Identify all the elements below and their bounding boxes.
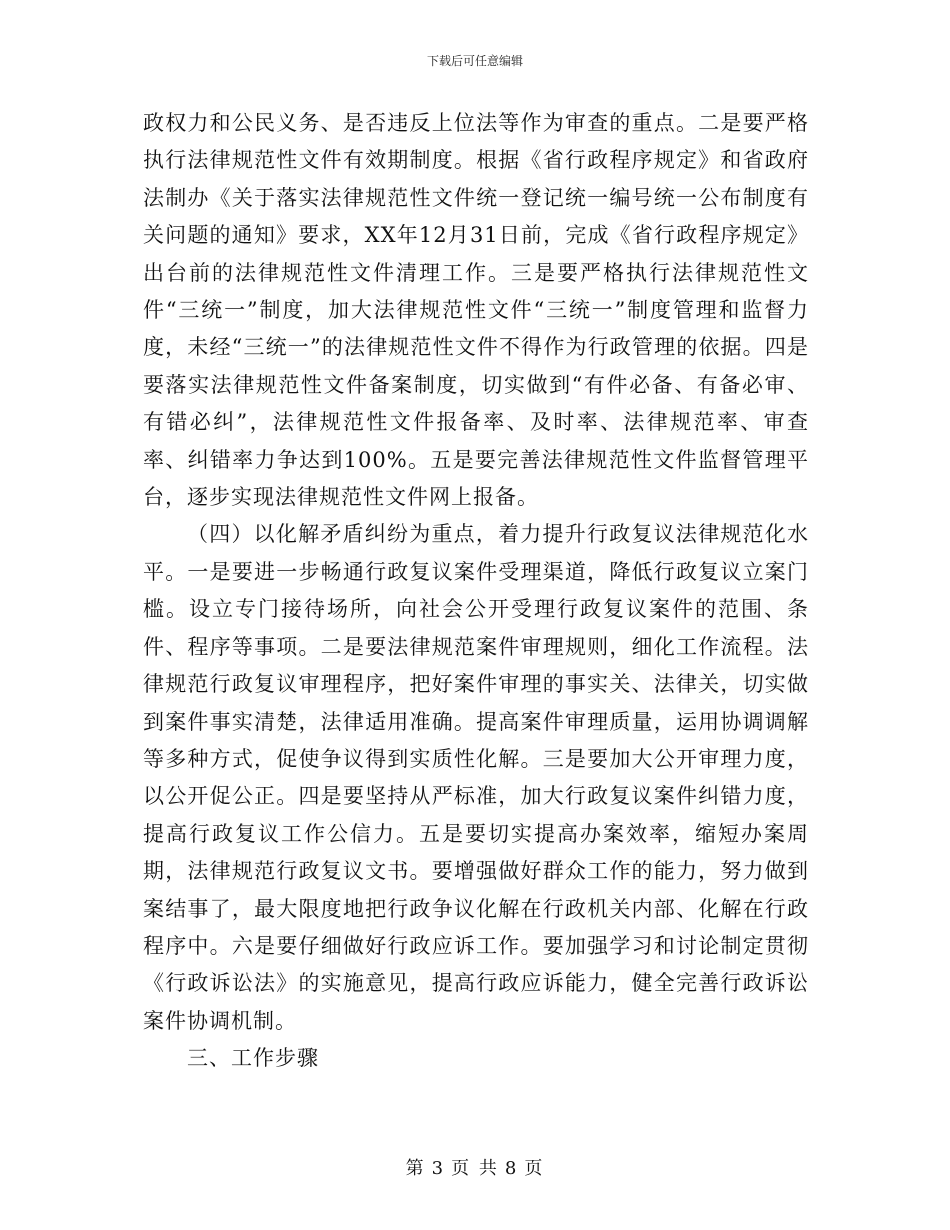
footer-current-page: 3 [431,1158,446,1179]
document-body [143,105,809,1078]
footer-prefix: 第 [405,1158,426,1179]
paragraph-continuation: 政权力和公民义务、是否违反上位法等作为审查的重点。二是要严格执行法律规范性文件有效期制度。根据《省行政程序规定》和省政府法制办《关于落实法律规范性文件统一登记统一编号统一公布制度有关问题的通知》要求，XX年12月31日前，完成《省行政程序规定》出台前的法律规范性文件清理工作。三是要严格执行法律规范性文件“三统一”制度，加大法律规范性文件“三统一”制度管理和监督力度，未经“三统一”的法律规范性文件不得作为行政管理的依据。四是要落实法律规范性文件备案制度，切实做到“有件必备、有备必审、有错必纠”，法律规范性文件报备率、及时率、法律规范率、审查率、纠错率力争达到100%。五是要完善法律规范性文件监督管理平台，逐步实现法律规范性文件网上报备。 [143,111,809,510]
page-footer [0,1154,950,1180]
paragraph-section-four: （四）以化解矛盾纠纷为重点，着力提升行政复议法律规范化水平。一是要进一步畅通行政复议案件受理渠道，降低行政复议立案门槛。设立专门接待场所，向社会公开受理行政复议案件的范围、条件、程序等事项。二是要法律规范案件审理规则，细化工作流程。法律规范行政复议审理程序，把好案件审理的事实关、法律关，切实做到案件事实清楚，法律适用准确。提高案件审理质量，运用协调调解等多种方式，促使争议得到实质性化解。三是要加大公开审理力度，以公开促公正。四是要坚持从严标准，加大行政复议案件纠错力度，提高行政复议工作公信力。五是要切实提高办案效率，缩短办案周期，法律规范行政复议文书。要增强做好群众工作的能力，努力做到案结事了，最大限度地把行政争议化解在行政机关内部、化解在行政程序中。六是要仔细做好行政应诉工作。要加强学习和讨论制定贯彻《行政诉讼法》的实施意见，提高行政应诉能力，健全完善行政诉讼案件协调机制。 [143,522,809,1033]
footer-total-pages: 8 [504,1158,519,1179]
section-heading: 三、工作步骤 [187,1046,319,1071]
footer-suffix: 页 [524,1158,545,1179]
footer-middle: 页 共 [451,1158,499,1179]
page-header: 下载后可任意编辑 [426,54,523,68]
